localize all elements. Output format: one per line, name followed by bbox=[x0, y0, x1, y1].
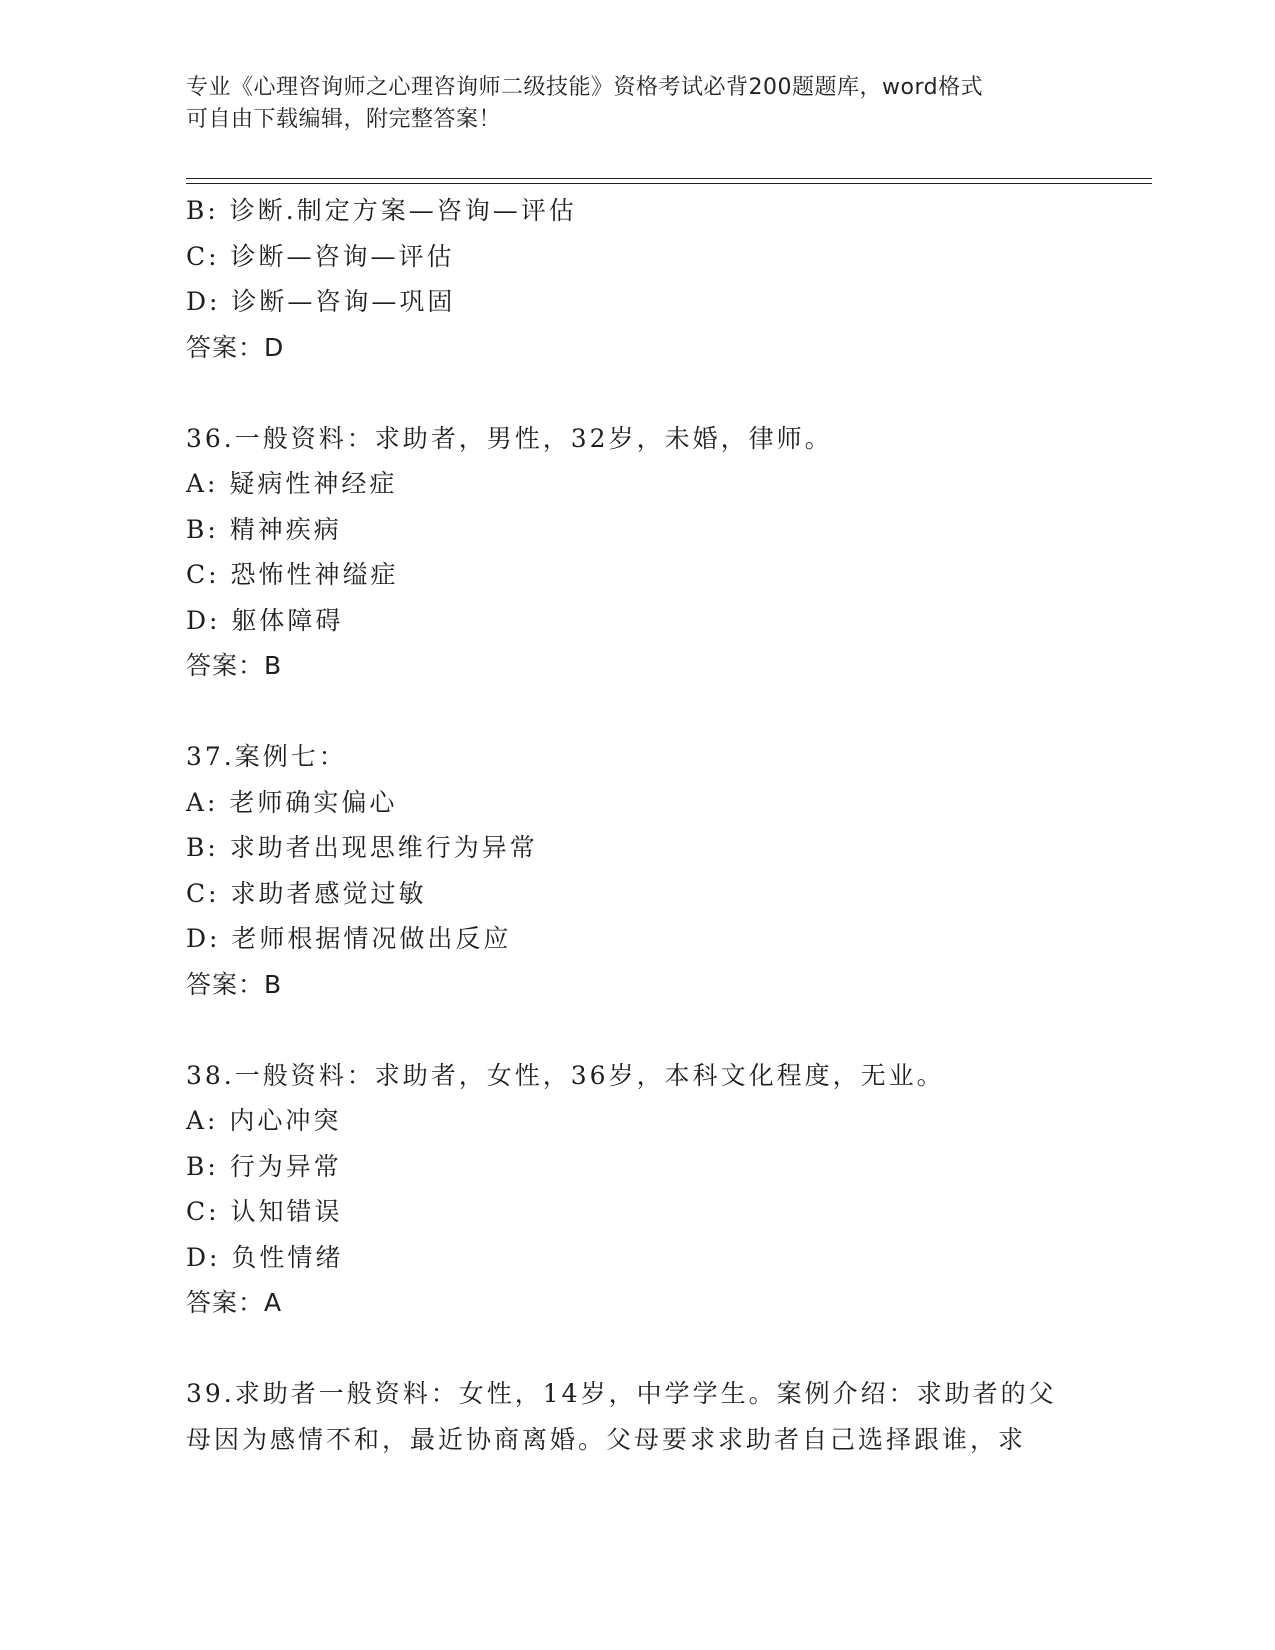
question-36 bbox=[186, 416, 1086, 689]
spacer bbox=[186, 1326, 1086, 1372]
option-d: D: 躯体障碍 bbox=[186, 605, 344, 635]
document-header bbox=[186, 72, 1066, 136]
answer-line: 答案：B bbox=[186, 651, 283, 680]
header-line-1: 专业《心理咨询师之心理咨询师二级技能》资格考试必背200题题库，word格式 bbox=[186, 75, 984, 100]
option-d: D: 老师根据情况做出反应 bbox=[186, 924, 512, 953]
question-stem: 37.案例七： bbox=[186, 742, 347, 771]
option-c: C: 诊断—咨询—评估 bbox=[186, 241, 455, 271]
question-stem: 36.一般资料：求助者，男性，32岁，未婚，律师。 bbox=[186, 423, 833, 453]
option-a: A: 疑病性神经症 bbox=[186, 469, 398, 498]
header-divider-bottom bbox=[186, 183, 1152, 184]
question-35-tail bbox=[186, 188, 1086, 370]
option-a: A: 老师确实偏心 bbox=[186, 787, 398, 817]
question-content bbox=[186, 188, 1086, 1462]
option-b: B: 精神疾病 bbox=[186, 514, 342, 544]
option-b: B: 诊断.制定方案—咨询—评估 bbox=[186, 196, 577, 225]
option-b: B: 求助者出现思维行为异常 bbox=[186, 833, 538, 862]
question-stem-line-1: 39.求助者一般资料：女性，14岁，中学学生。案例介绍：求助者的父 bbox=[186, 1379, 1057, 1408]
question-39 bbox=[186, 1371, 1086, 1462]
spacer bbox=[186, 1007, 1086, 1053]
question-stem-line-2: 母因为感情不和，最近协商离婚。父母要求求助者自己选择跟谁，求 bbox=[186, 1424, 1027, 1454]
option-d: D: 诊断—咨询—巩固 bbox=[186, 287, 456, 316]
option-d: D: 负性情绪 bbox=[186, 1242, 344, 1272]
question-38 bbox=[186, 1053, 1086, 1326]
header-divider-top bbox=[186, 178, 1152, 179]
option-a: A: 内心冲突 bbox=[186, 1106, 342, 1135]
option-c: C: 求助者感觉过敏 bbox=[186, 878, 427, 908]
option-c: C: 认知错误 bbox=[186, 1197, 343, 1226]
spacer bbox=[186, 689, 1086, 735]
option-c: C: 恐怖性神缢症 bbox=[186, 560, 399, 589]
option-b: B: 行为异常 bbox=[186, 1151, 342, 1181]
answer-line: 答案：D bbox=[186, 332, 285, 362]
header-line-2: 可自由下载编辑，附完整答案！ bbox=[186, 107, 502, 132]
answer-line: 答案：A bbox=[186, 1288, 283, 1317]
question-37 bbox=[186, 734, 1086, 1007]
question-stem: 38.一般资料：求助者，女性，36岁，本科文化程度，无业。 bbox=[186, 1060, 945, 1090]
answer-line: 答案：B bbox=[186, 969, 283, 999]
spacer bbox=[186, 370, 1086, 416]
